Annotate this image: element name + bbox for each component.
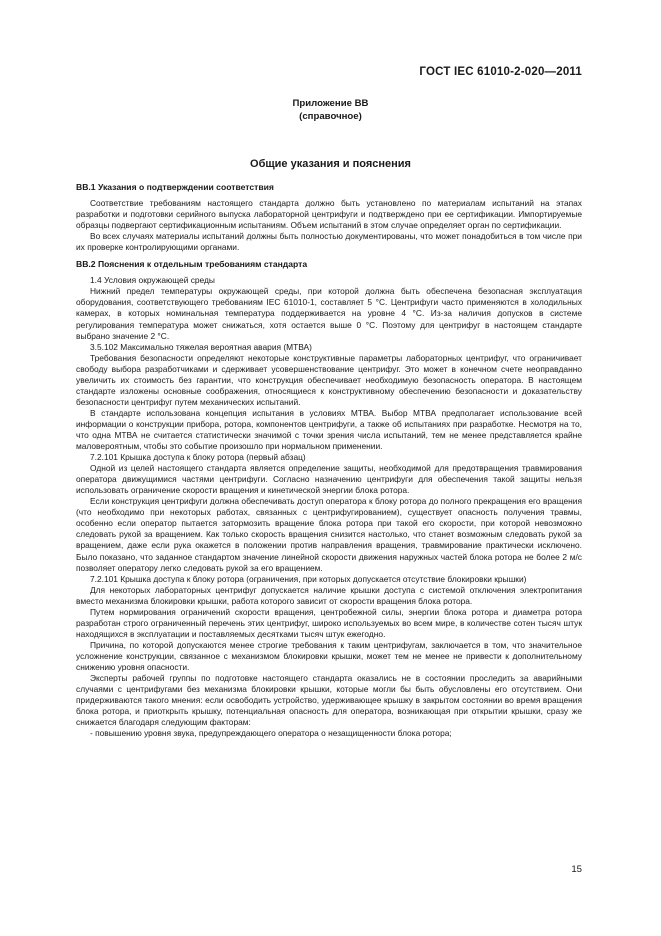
annex-type: (справочное) <box>299 111 362 122</box>
clause-heading: 1.4 Условия окружающей среды <box>90 275 215 286</box>
paragraph: Во всех случаях материалы испытаний должны быть полностью документированы, что может понадобиться в том числе при их проверке контролирующими органами. <box>76 231 582 253</box>
clause-heading: 3.5.102 Максимально тяжелая вероятная авария (МТВА) <box>90 341 312 352</box>
paragraph: Одной из целей настоящего стандарта является определение защиты, необходимой для предотвращения травмирования оператора движущимися частями центрифуги. Согласно назначению центрифуги для обеспечения такой защиты нельзя использовать ограничение скорости вращения и кинетической энергии блока ротора. <box>76 463 582 496</box>
paragraph: Эксперты рабочей группы по подготовке настоящего стандарта оказались не в состоянии проследить за аварийными случаями с центрифугами без механизма блокировки крышки, которые могли бы быть обусловлены его отсутствием. Они придерживаются такого мнения: если освободить устройство, удерживающее крышку в закрытом состоянии во время вращения блока ротора, и приоткрыть крышку, потенциальная опасность для оператора, возникающая при открытии крышки, сразу же снижается благодаря следующим факторам: <box>76 673 582 728</box>
document-body <box>76 182 582 739</box>
paragraph: Соответствие требованиям настоящего стандарта должно быть установлено по материалам испытаний на этапах разработки и подготовки серийного выпуска лабораторной центрифуги и подтверждено при ее сертификации. Импортируемые образцы подвергают сертификационным испытаниям. Объем испытаний в этом случае определяет орган по сертификации. <box>76 198 582 231</box>
section-heading-bb2: ВВ.2 Пояснения к отдельным требованиям стандарта <box>76 259 308 270</box>
clause-heading: 7.2.101 Крышка доступа к блоку ротора (первый абзац) <box>90 452 306 463</box>
paragraph: Требования безопасности определяют некоторые конструктивные параметры лабораторных центрифуг, что ограничивает свободу выбора разработчиками и сдерживает усовершенствование центрифуг. Это может в конечном счете неоправданно увеличить их стоимость без гарантии, что конструкция обеспечивает необходимую безопасность оператора. В настоящем стандарте изложены основные соображения, относящиеся к конструктивному обеспечению безопасности и доказательству безопасности центрифуг путем механических испытаний. <box>76 352 582 407</box>
paragraph: Если конструкция центрифуги должна обеспечивать доступ оператора к блоку ротора до полного прекращения его вращения (что необходимо при некоторых работах, связанных с центрифугированием), существует опасность получения травмы, особенно если оператор пытается затормозить вращение блока ротора при такой его скорости, при которой невозможно следовать рукой за вращением. Как только скорость вращения снизится настолько, что станет возможным следовать рукой за вращением, даже если рука окажется в положении против направления вращения, травмирование практически исключено. Было показано, что заданное стандартом значение линейной скорости движения наружных частей блока ротора не более 2 м/с позволяет оператору легко следовать рукой за его вращением. <box>76 496 582 573</box>
paragraph: В стандарте использована концепция испытания в условиях МТВА. Выбор МТВА предполагает использование всей информации о конструкции прибора, ротора, компонентов центрифуги, а также об испытаниях при разработке. Несмотря на то, что одна МТВА не считается статистически значимой с точки зрения числа испытаний, тем не менее представляется крайне маловероятным, чтобы это событие произошло при нормальном применении. <box>76 407 582 452</box>
paragraph: Нижний предел температуры окружающей среды, при которой должна быть обеспечена безопасная эксплуатация оборудования, соответствующего требованиям IEC 61010-1, составляет 5 °С. Центрифуги часто применяются в холодильных камерах, в которых номинальная температура поддерживается на уровне 4 °С. Из-за наличия допусков в системе регулирования температура может снижаться, хотя остается выше 0 °С. Поэтому для центрифуг в настоящем стандарте выбрано значение 2 °С. <box>76 286 582 341</box>
standard-designation: ГОСТ IEC 61010-2-020—2011 <box>419 66 582 78</box>
clause-heading: 7.2.101 Крышка доступа к блоку ротора (ограничения, при которых допускается отсутствие блокировки крышки) <box>90 573 527 584</box>
page-number: 15 <box>571 864 582 875</box>
annex-title: Приложение ВВ <box>292 98 369 109</box>
paragraph: Путем нормирования ограничений скорости вращения, центробежной силы, энергии блока ротора и диаметра ротора разработан строго ограниченный перечень этих центрифуг, широко используемых во всем мире, в количестве сотен тысяч штук находящихся в эксплуатации и поставляемых десятками тысяч штук ежегодно. <box>76 606 582 639</box>
paragraph: Причина, по которой допускаются менее строгие требования к таким центрифугам, заключается в том, что значительное усложнение конструкции, связанное с механизмом блокировки крышки, может тем не менее не привести к дополнительному снижению уровня опасности. <box>76 639 582 672</box>
paragraph: Для некоторых лабораторных центрифуг допускается наличие крышки доступа с системой отключения электропитания вместо механизма блокировки крышки, работа которого зависит от скорости вращения блока ротора. <box>76 584 582 606</box>
list-item: - повышению уровня звука, предупреждающего оператора о незащищенности блока ротора; <box>90 728 452 739</box>
page-title: Общие указания и пояснения <box>250 158 411 170</box>
section-heading-bb1: ВВ.1 Указания о подтверждении соответствия <box>76 182 274 192</box>
annex-heading <box>0 97 661 123</box>
